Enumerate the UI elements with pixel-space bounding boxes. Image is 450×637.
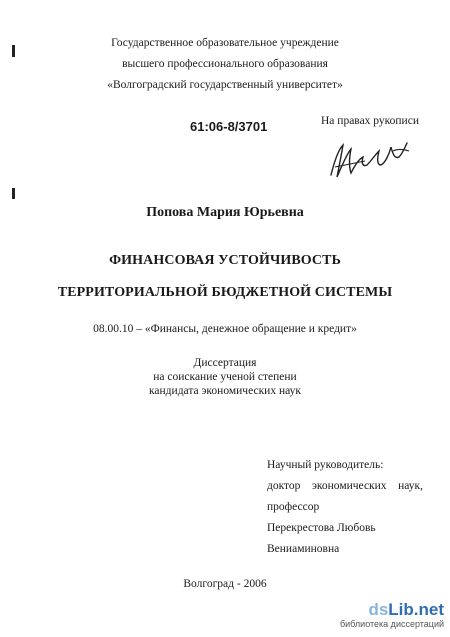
supervisor-degree-word-2: экономических <box>311 480 387 492</box>
supervisor-degree <box>267 476 423 497</box>
dissertation-line-2: на соискание ученой степени <box>153 371 297 383</box>
dslib-logo-part-2: Lib.net <box>388 600 444 619</box>
dissertation-type <box>0 356 450 398</box>
dissertation-title-line-1: ФИНАНСОВАЯ УСТОЙЧИВОСТЬ <box>109 253 341 268</box>
dissertation-title-line-2: ТЕРРИТОРИАЛЬНОЙ БЮДЖЕТНОЙ СИСТЕМЫ <box>57 285 393 300</box>
supervisor-name-line-2: Вениаминовна <box>267 543 340 555</box>
archive-code: 61:06-8/3701 <box>190 119 268 134</box>
supervisor-degree-word-3: наук, <box>398 480 423 492</box>
supervisor-degree-word-1: доктор <box>267 480 301 492</box>
dslib-logo-part-1: ds <box>368 600 389 619</box>
author-name: Попова Мария Юрьевна <box>146 205 304 220</box>
dslib-caption: библиотека диссертаций <box>340 619 445 629</box>
scan-mark-middle <box>12 188 15 199</box>
institution-line-3: «Волгоградский государственный университет» <box>107 79 343 91</box>
dissertation-line-1: Диссертация <box>193 357 257 369</box>
dissertation-line-3: кандидата экономических наук <box>149 385 301 397</box>
place-year: Волгоград - 2006 <box>183 578 267 590</box>
rights-note: На правах рукописи <box>321 115 419 127</box>
supervisor-block <box>267 455 423 560</box>
institution-line-2: высшего профессионального образования <box>122 58 328 70</box>
dslib-logo <box>340 601 444 619</box>
institution-header <box>0 33 450 96</box>
supervisor-name-line-1: Перекрестова Любовь <box>267 522 376 534</box>
institution-line-1: Государственное образовательное учреждение <box>111 37 339 49</box>
specialty-code: 08.00.10 – «Финансы, денежное обращение и кредит» <box>93 323 357 335</box>
supervisor-rank: профессор <box>267 501 320 513</box>
signature <box>325 137 415 185</box>
supervisor-label: Научный руководитель: <box>267 459 384 471</box>
dslib-watermark <box>340 601 444 633</box>
